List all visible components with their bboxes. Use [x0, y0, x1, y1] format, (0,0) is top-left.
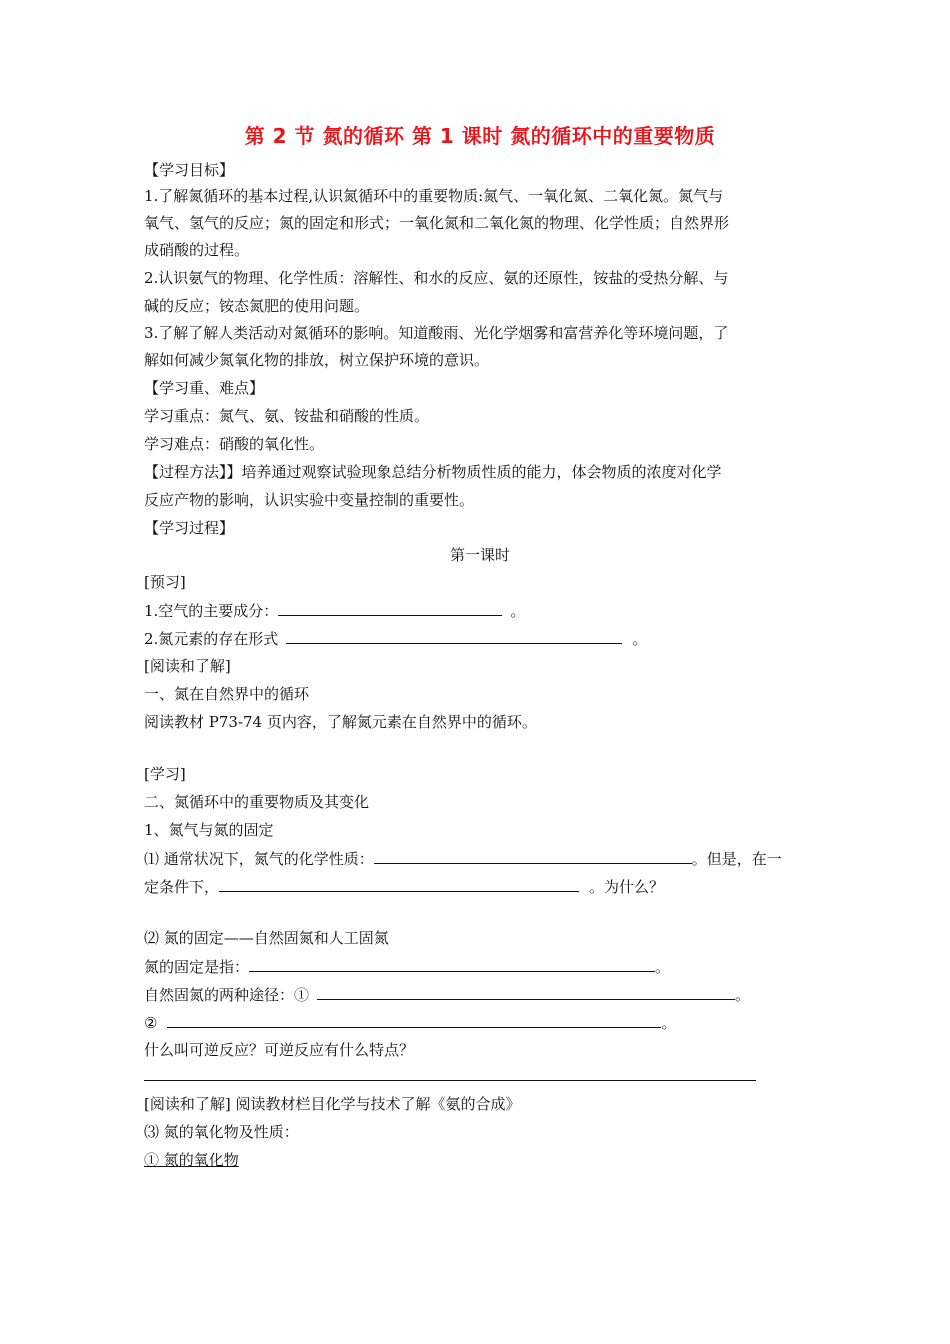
paragraph-2a-text: 氮的固定是指： [144, 958, 250, 976]
section-1-heading: 一、氮在自然界中的循环 [144, 685, 310, 703]
question-2-text: 2.氮元素的存在形式 [144, 630, 279, 648]
subsection-1-heading: 1、氮气与氮的固定 [144, 821, 274, 839]
paragraph-2c-end: 。 [661, 1014, 677, 1032]
paragraph-2c [144, 1012, 676, 1033]
objective-1-line-2: 氧气、氢气的反应；氮的固定和形式；一氧化氮和二氧化氮的物理、化学性质；自然界形 [144, 214, 730, 232]
question-2 [144, 628, 647, 649]
key-difficulty: 学习难点：硝酸的氧化性。 [144, 435, 325, 453]
paragraph-2b-text: 自然固氮的两种途径：① [144, 986, 310, 1004]
answer-blank[interactable] [278, 600, 502, 616]
method-line-2: 反应产物的影响，认识实验中变量控制的重要性。 [144, 491, 475, 509]
paragraph-2a [144, 956, 670, 977]
answer-line[interactable] [144, 1080, 756, 1081]
preview-label: [预习] [144, 573, 186, 591]
objective-3-line-1: 3.了解了解人类活动对氮循环的影响。知道酸雨、光化学烟雾和富营养化等环境问题，了 [144, 324, 729, 342]
reading-label-2: [阅读和了解] 阅读教材栏目化学与技术了解《氨的合成》 [144, 1095, 521, 1113]
question-2-end: 。 [632, 630, 648, 648]
process-heading: 【学习过程】 [144, 519, 235, 537]
lesson-label: 第一课时 [449, 546, 510, 564]
objective-2-line-1: 2.认识氨气的物理、化学性质：溶解性、和水的反应、氨的还原性，铵盐的受热分解、与 [144, 269, 729, 287]
key-focus: 学习重点：氮气、氨、铵盐和硝酸的性质。 [144, 407, 430, 425]
paragraph-1-text: ⑴ 通常状况下，氮气的化学性质： [144, 850, 374, 868]
objective-3-line-2: 解如何减少氮氧化物的排放，树立保护环境的意识。 [144, 351, 490, 369]
study-label: [学习] [144, 765, 186, 783]
paragraph-3a: ① 氮的氧化物 [144, 1151, 239, 1169]
objective-2-line-2: 碱的反应；铵态氮肥的使用问题。 [144, 297, 370, 315]
section-1-text: 阅读教材 P73-74 页内容，了解氮元素在自然界中的循环。 [144, 713, 537, 731]
paragraph-1 [144, 848, 782, 869]
objective-1-line-3: 成硝酸的过程。 [144, 241, 250, 259]
paragraph-2c-text: ② [144, 1014, 158, 1032]
key-points-heading: 【学习重、难点】 [144, 379, 265, 397]
objectives-heading: 【学习目标】 [144, 161, 235, 179]
method-line-1: 【过程方法】】培养通过观察试验现象总结分析物质性质的能力，体会物质的浓度对化学 [144, 463, 722, 481]
reading-label: [阅读和了解] [144, 657, 231, 675]
paragraph-3: ⑶ 氮的氧化物及性质： [144, 1123, 299, 1141]
question-1 [144, 600, 525, 621]
paragraph-1b [144, 876, 664, 897]
paragraph-2a-end: 。 [655, 958, 671, 976]
answer-blank[interactable] [219, 876, 579, 892]
paragraph-1b-end: 。为什么？ [589, 878, 665, 896]
objective-1-line-1: 1.了解氮循环的基本过程,认识氮循环中的重要物质:氮气、一氧化氮、二氧化氮。氮气与 [144, 187, 724, 205]
answer-blank[interactable] [286, 628, 622, 644]
section-2-heading: 二、氮循环中的重要物质及其变化 [144, 793, 370, 811]
question-1-text: 1.空气的主要成分： [144, 602, 279, 620]
page-title: 第 2 节 氮的循环 第 1 课时 氮的循环中的重要物质 [244, 124, 716, 148]
paragraph-2: ⑵ 氮的固定——自然固氮和人工固氮 [144, 929, 389, 947]
paragraph-2d: 什么叫可逆反应？可逆反应有什么特点？ [144, 1041, 415, 1059]
answer-blank[interactable] [374, 848, 692, 864]
paragraph-2b-end: 。 [735, 986, 751, 1004]
paragraph-1b-text: 定条件下， [144, 878, 220, 896]
paragraph-1-end: 。但是，在一 [691, 850, 782, 868]
paragraph-2b [144, 984, 750, 1005]
answer-blank[interactable] [167, 1012, 661, 1028]
question-1-end: 。 [510, 602, 526, 620]
answer-blank[interactable] [249, 956, 655, 972]
answer-blank[interactable] [317, 984, 735, 1000]
